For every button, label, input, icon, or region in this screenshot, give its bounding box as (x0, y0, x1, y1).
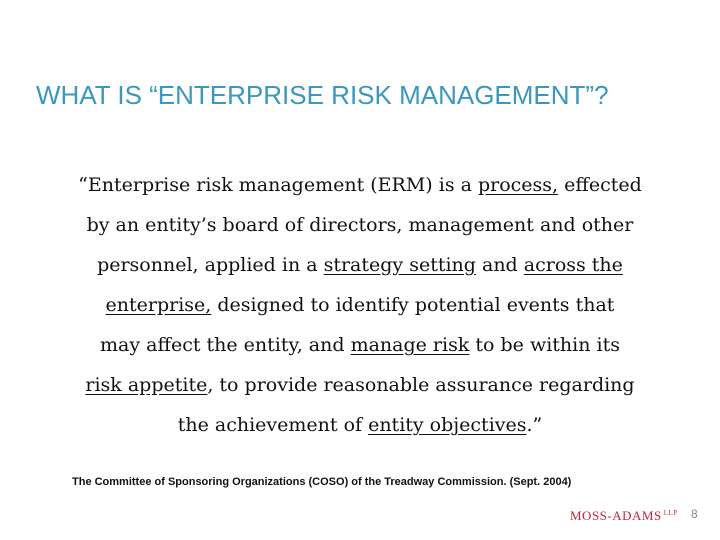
quote-line (30, 325, 690, 365)
underlined-phrase: manage risk (350, 334, 470, 356)
quote-line (30, 165, 690, 205)
quote-line (30, 365, 690, 405)
quote-text: designed to identify potential events that (211, 294, 615, 316)
quote-line (30, 405, 690, 445)
quote-text: and (475, 254, 524, 276)
quote-text: may affect the entity, and (100, 334, 351, 356)
slide-title: WHAT IS “ENTERPRISE RISK MANAGEMENT”? (36, 80, 609, 110)
quote-text: the achievement of (177, 414, 369, 436)
quote-line (30, 205, 690, 245)
logo-text: MOSS-ADAMS (570, 508, 662, 523)
quote-text: to be within its (469, 334, 620, 356)
quote-text: .” (526, 414, 543, 436)
quote-text: by an entity’s board of directors, management and other (86, 214, 634, 236)
quote-line (30, 285, 690, 325)
quote-text: personnel, applied in a (97, 254, 324, 276)
quote-text: “Enterprise risk management (ERM) is a (78, 174, 478, 196)
underlined-phrase: process, (477, 174, 559, 196)
underlined-phrase: enterprise, (105, 294, 212, 316)
underlined-phrase: across the (523, 254, 623, 276)
underlined-phrase: risk appetite (85, 374, 208, 396)
underlined-phrase: entity objectives (368, 414, 527, 436)
quote-text: effected (558, 174, 642, 196)
page-number: 8 (691, 507, 698, 521)
quote-text: , to provide reasonable assurance regarding (207, 374, 635, 396)
moss-adams-logo (570, 508, 678, 524)
quote-line (30, 245, 690, 285)
logo-suffix: LLP (663, 508, 678, 517)
source-citation: The Committee of Sponsoring Organizations (COSO) of the Treadway Commission. (Sept. 2004) (72, 476, 572, 488)
underlined-phrase: strategy setting (323, 254, 476, 276)
erm-definition-quote (30, 165, 690, 445)
